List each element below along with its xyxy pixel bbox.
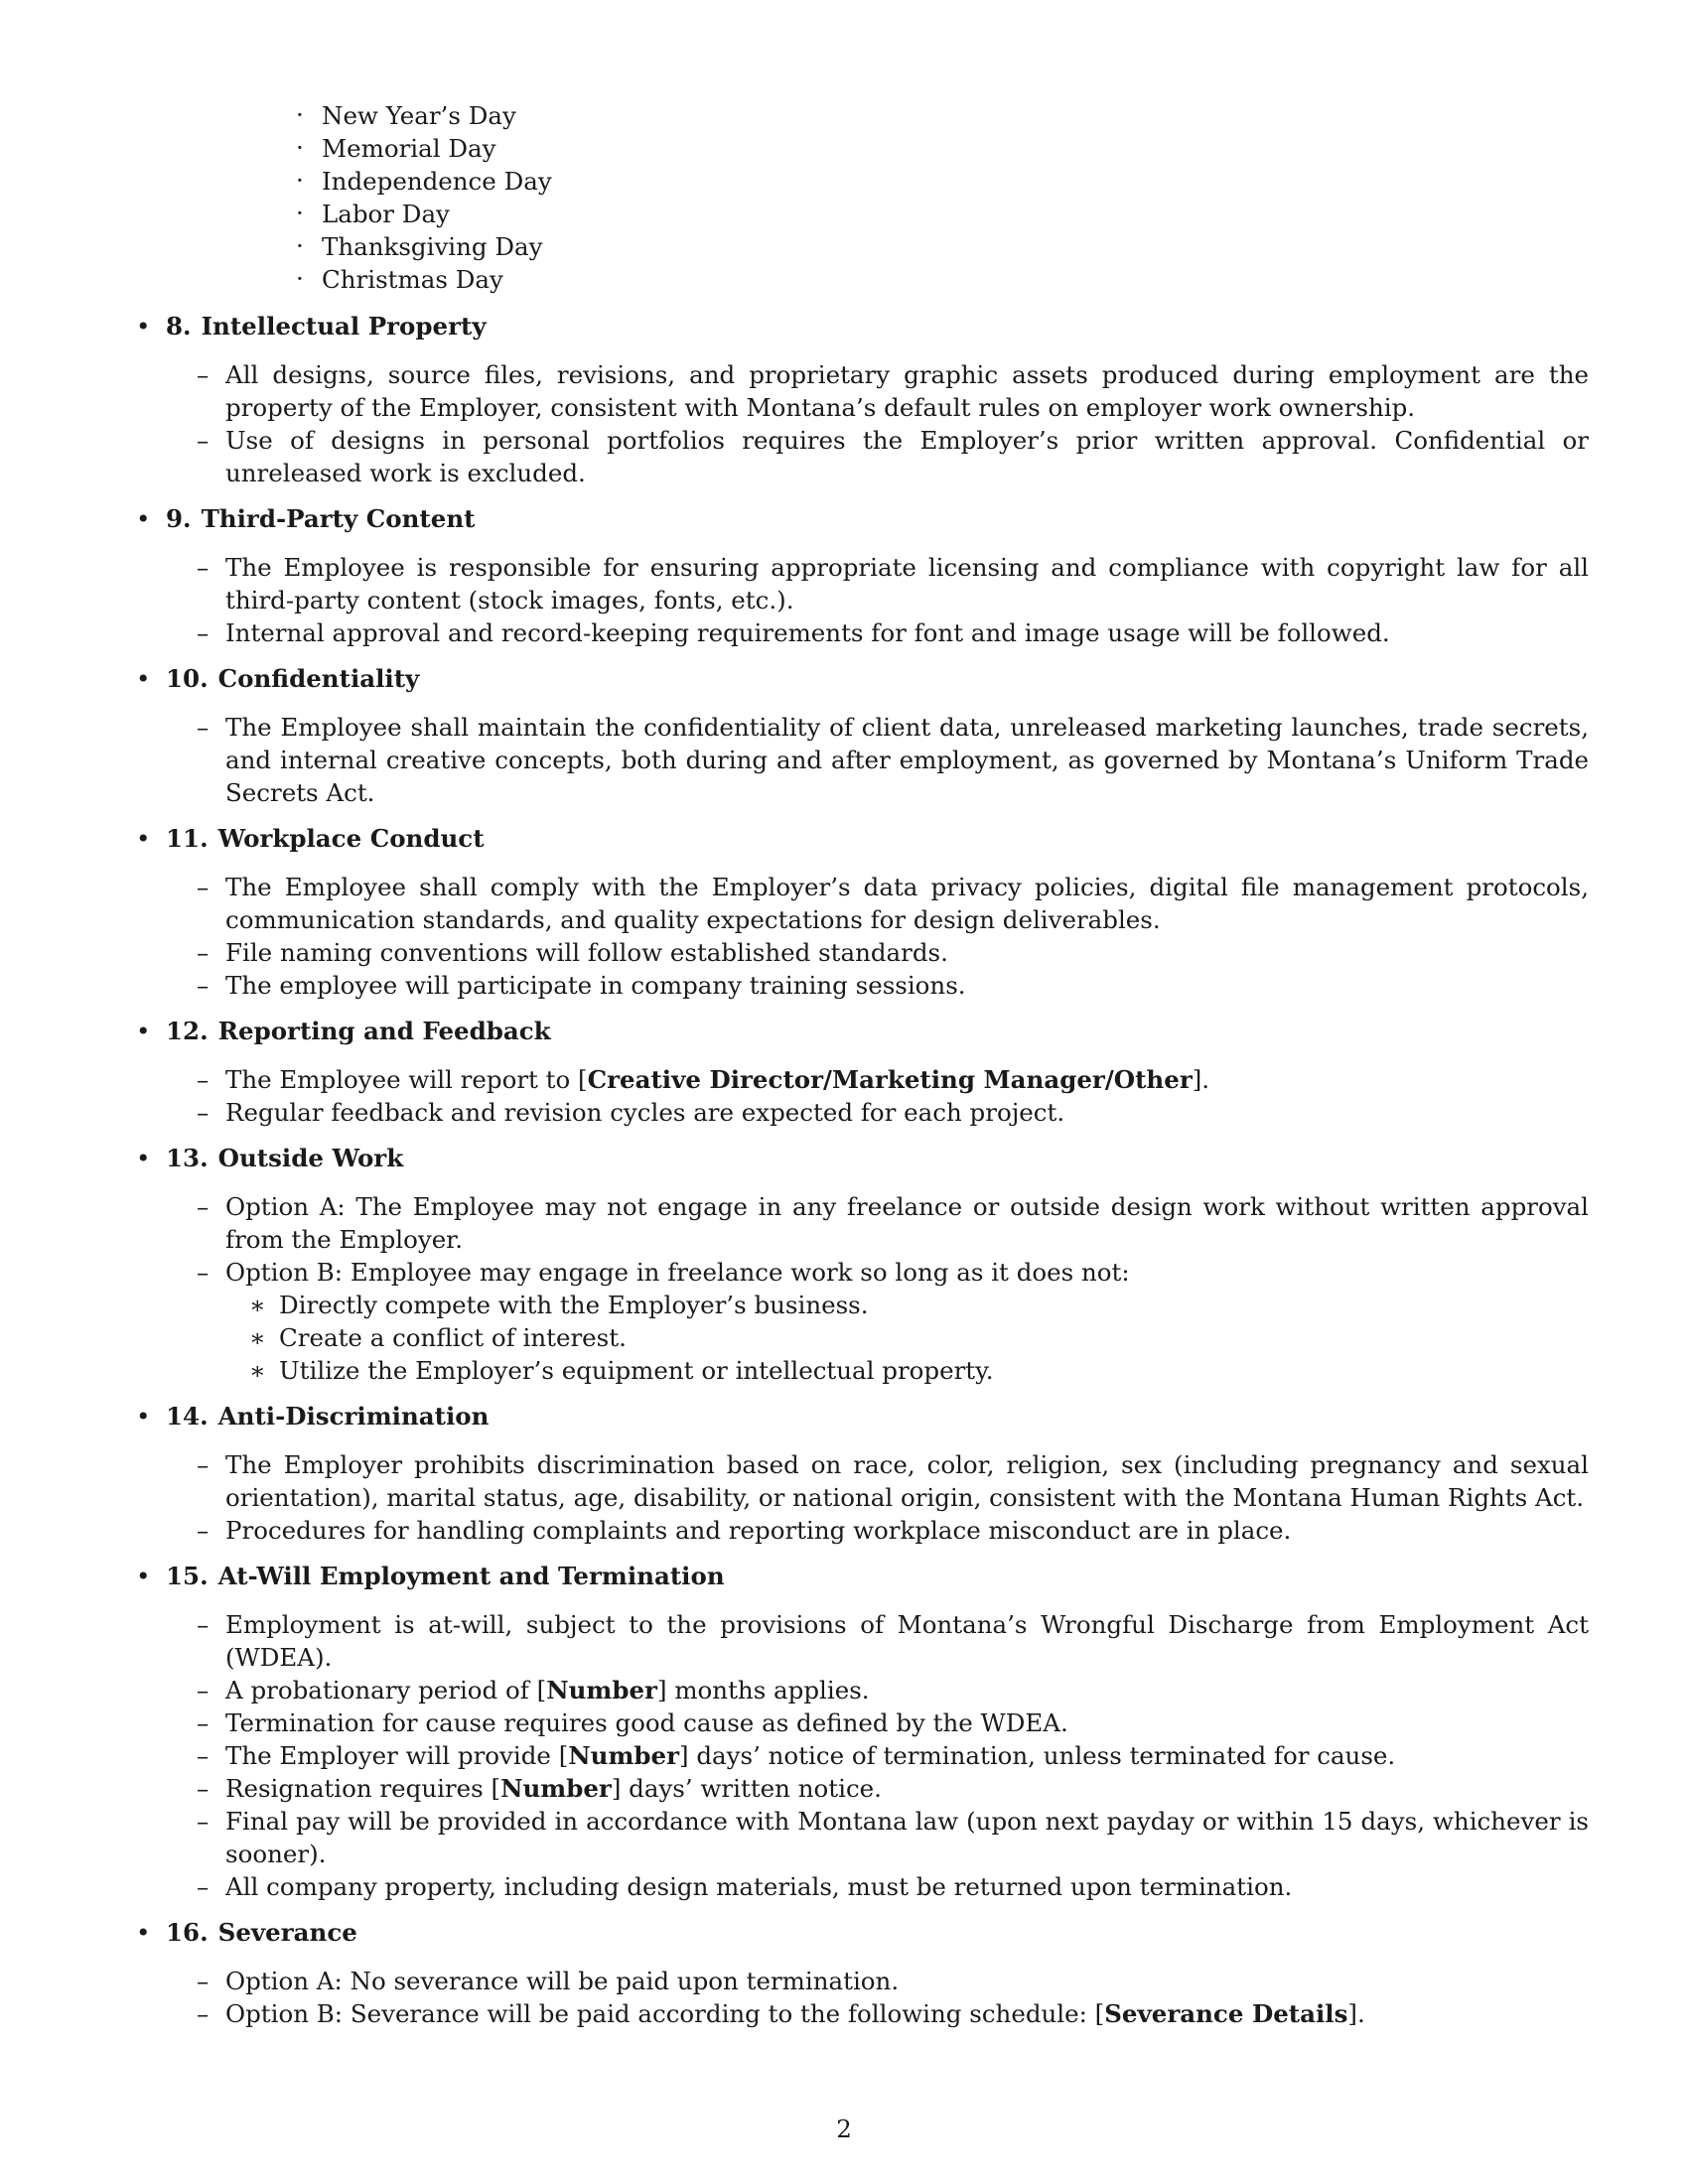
list-item: – The Employee shall comply with the Employer’s data privacy policies, digital file management protocols, communication standards, and quality expectations for design deliverables. [197, 873, 1589, 934]
list-item: – Option B: Employee may engage in freelance work so long as it does not: [197, 1258, 1130, 1287]
list-item: – Option A: The Employee may not engage in any freelance or outside design work without written approval from the Employer. [197, 1192, 1589, 1254]
document-body [134, 99, 1589, 2043]
section-heading: • 15. At-Will Employment and Termination [134, 1560, 1589, 1592]
list-item: – All designs, source files, revisions, and proprietary graphic assets produced during employment are the property of the Employer, consistent with Montana’s default rules on employer work ownership. [197, 360, 1589, 422]
sub-list-item: ∗ Directly compete with the Employer’s business. [249, 1291, 869, 1319]
list-item: – Resignation requires [Number] days’ written notice. [197, 1774, 882, 1803]
section-confidentiality [134, 662, 1589, 809]
placeholder-field: Number [546, 1676, 657, 1705]
list-item: – The Employee is responsible for ensuring appropriate licensing and compliance with copyright law for all third-party content (stock images, fonts, etc.). [197, 553, 1589, 614]
sub-list-item: ∗ Utilize the Employer’s equipment or intellectual property. [249, 1356, 994, 1385]
holiday-item: · Independence Day [296, 165, 1589, 198]
list-item: – Internal approval and record-keeping requirements for font and image usage will be followed. [197, 618, 1390, 647]
holiday-item: · Memorial Day [296, 132, 1589, 165]
holiday-item: · New Year’s Day [296, 99, 1589, 132]
list-item: – Use of designs in personal portfolios requires the Employer’s prior written approval. Confidential or unreleased work is excluded. [197, 426, 1589, 487]
section-workplace-conduct [134, 822, 1589, 1002]
list-item: – Option B: Severance will be paid according to the following schedule: [Severance Details]. [197, 1999, 1365, 2028]
section-heading: • 9. Third-Party Content [134, 502, 1589, 535]
section-severance [134, 1916, 1589, 2030]
holiday-item: · Thanksgiving Day [296, 230, 1589, 263]
section-heading: • 8. Intellectual Property [134, 310, 1589, 342]
section-outside-work [134, 1142, 1589, 1387]
section-heading: • 10. Confidentiality [134, 662, 1589, 695]
section-heading: • 13. Outside Work [134, 1142, 1589, 1174]
list-item: – Option A: No severance will be paid upon termination. [197, 1967, 900, 1995]
list-item: – Procedures for handling complaints and reporting workplace misconduct are in place. [197, 1516, 1292, 1545]
list-item: – Termination for cause requires good cause as defined by the WDEA. [197, 1708, 1068, 1737]
section-heading: • 16. Severance [134, 1916, 1589, 1949]
section-intellectual-property [134, 310, 1589, 489]
list-item: – Final pay will be provided in accordance with Montana law (upon next payday or within 15 days, whichever is sooner). [197, 1807, 1589, 1868]
list-item: – All company property, including design materials, must be returned upon termination. [197, 1872, 1293, 1901]
list-item: – File naming conventions will follow established standards. [197, 938, 948, 967]
list-item: – The Employer prohibits discrimination based on race, color, religion, sex (including pregnancy and sexual orientation), marital status, age, disability, or national origin, consistent with the Montana Human Rights Act. [197, 1450, 1589, 1512]
list-item: – The employee will participate in company training sessions. [197, 971, 966, 1000]
placeholder-field: Number [568, 1741, 680, 1770]
placeholder-field: Number [500, 1774, 612, 1803]
list-item: – Regular feedback and revision cycles are expected for each project. [197, 1098, 1065, 1127]
section-third-party-content [134, 502, 1589, 649]
section-heading: • 12. Reporting and Feedback [134, 1015, 1589, 1047]
list-item: – The Employer will provide [Number] days’ notice of termination, unless terminated for cause. [197, 1741, 1396, 1770]
placeholder-field: Severance Details [1104, 1999, 1348, 2028]
holiday-item: · Labor Day [296, 198, 1589, 230]
list-item: – A probationary period of [Number] months applies. [197, 1676, 870, 1705]
section-heading: • 14. Anti-Discrimination [134, 1400, 1589, 1433]
list-item: – The Employee shall maintain the confidentiality of client data, unreleased marketing launches, trade secrets, and internal creative concepts, both during and after employment, as governed by Montana’s Uniform Trade Secrets Act. [197, 713, 1589, 807]
placeholder-field: Creative Director/Marketing Manager/Other [587, 1065, 1193, 1094]
holiday-list [134, 99, 1589, 296]
section-anti-discrimination [134, 1400, 1589, 1547]
section-at-will-employment [134, 1560, 1589, 1903]
list-item: – The Employee will report to [Creative Director/Marketing Manager/Other]. [197, 1065, 1210, 1094]
section-heading: • 11. Workplace Conduct [134, 822, 1589, 855]
page-number: 2 [836, 2115, 852, 2143]
list-item: – Employment is at-will, subject to the provisions of Montana’s Wrongful Discharge from Employment Act (WDEA). [197, 1610, 1589, 1672]
holiday-item: · Christmas Day [296, 263, 1589, 296]
sub-list-item: ∗ Create a conflict of interest. [249, 1323, 627, 1352]
section-reporting-feedback [134, 1015, 1589, 1129]
